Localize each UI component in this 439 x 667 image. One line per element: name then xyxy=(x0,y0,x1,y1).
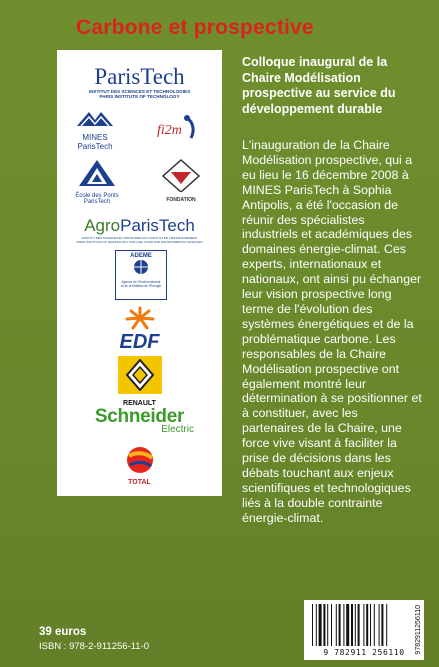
agro-logo-line1: INSTITUT DES SCIENCES ET INDUSTRIES DU VIVANT ET DE L'ENVIRONNEMENT xyxy=(81,236,198,240)
schneider-logo-line1: Schneider xyxy=(94,406,185,427)
edf-logo-name: EDF xyxy=(119,331,160,353)
isbn-label: ISBN : 978-2-911256-11-0 xyxy=(39,641,150,652)
ademe-logo-name: ADEME xyxy=(130,253,152,259)
total-logo-name: TOTAL xyxy=(128,479,151,486)
barcode xyxy=(304,600,424,660)
agroparistech-logo xyxy=(57,216,222,244)
ademe-globe-icon xyxy=(130,259,152,275)
barcode-side-digits: 9782911256110 xyxy=(415,605,422,655)
ponts-triangle-icon xyxy=(77,158,117,188)
renault-logo xyxy=(57,356,222,407)
fi2m-logo-name: fi2m xyxy=(157,123,182,138)
total-logo xyxy=(57,446,222,486)
agro-logo-line2: PARIS INSTITUTE OF TECHNOLOGY FOR LIFE, FOOD AND ENVIRONMENTAL SCIENCES xyxy=(76,240,203,244)
fondation-logo xyxy=(149,158,213,203)
renault-logo-name: RENAULT xyxy=(123,400,156,407)
ecole-des-ponts-logo xyxy=(65,158,129,205)
ademe-logo xyxy=(115,250,167,300)
agro-logo-name-b: ParisTech xyxy=(120,216,195,235)
paristech-logo-line1: INSTITUT DES SCIENCES ET TECHNOLOGIES xyxy=(88,89,191,94)
mines-logo-line1: MINES xyxy=(82,133,108,142)
edf-sun-icon xyxy=(123,306,157,330)
ademe-logo-line2: et de la Maîtrise de l'Énergie xyxy=(120,284,162,288)
mines-emblem-icon xyxy=(75,108,115,130)
price-label: 39 euros xyxy=(39,626,87,638)
ademe-logo-line1: Agence de l'Environnement xyxy=(121,280,161,284)
book-subtitle: Colloque inaugural de la Chaire Modélisation prospective au service du développement durable xyxy=(242,55,396,116)
barcode-bars-icon xyxy=(310,604,414,648)
fondation-emblem-icon xyxy=(161,158,201,192)
ponts-logo-line1: École des Ponts xyxy=(75,193,119,199)
fi2m-logo xyxy=(145,112,205,149)
fondation-logo-name: FONDATION xyxy=(166,197,196,203)
edf-logo xyxy=(57,306,222,354)
paristech-logo-name: ParisTech xyxy=(94,64,185,89)
paristech-logo-line2: PARIS INSTITUTE OF TECHNOLOGY xyxy=(99,94,180,99)
book-title: Carbone et prospective xyxy=(76,16,314,39)
schneider-electric-logo xyxy=(57,406,222,435)
schneider-logo-line2: Electric xyxy=(161,424,194,435)
barcode-digits: 9 782911 256110 xyxy=(323,648,405,657)
ponts-logo-line2: ParisTech xyxy=(83,199,111,205)
partner-logo-strip xyxy=(57,50,222,496)
agro-logo-name-a: Agro xyxy=(84,216,121,235)
renault-diamond-icon xyxy=(125,359,155,391)
total-ball-icon xyxy=(125,446,155,474)
mines-paristech-logo xyxy=(65,108,125,151)
mines-logo-line2: ParisTech xyxy=(77,142,113,151)
fi2m-mark-icon xyxy=(147,112,203,144)
back-cover-summary: L'inauguration de la Chaire Modélisation prospective, qui a eu lieu le 16 décembre 2008 à MINES ParisTech à Sophia Antipolis, a été l'occasion de réunir des spécialistes industriels et académiques des domaines énergie-climat. Ces experts, internationaux et nationaux, ont ainsi pu échanger leur vision prospective long terme de l'évolution des systèmes énergétiques et de la problématique carbone. Les responsables de la Chaire Modélisation prospective ont également montré leur détermination à se positionner et à constituer, avec les partenaires de la Chaire, une force vive visant à faciliter la prise de décisions dans les débats touchant aux enjeux scientifiques et technologiques liés à la double contrainte énergie-climat. xyxy=(242,138,422,525)
paristech-logo xyxy=(57,64,222,99)
